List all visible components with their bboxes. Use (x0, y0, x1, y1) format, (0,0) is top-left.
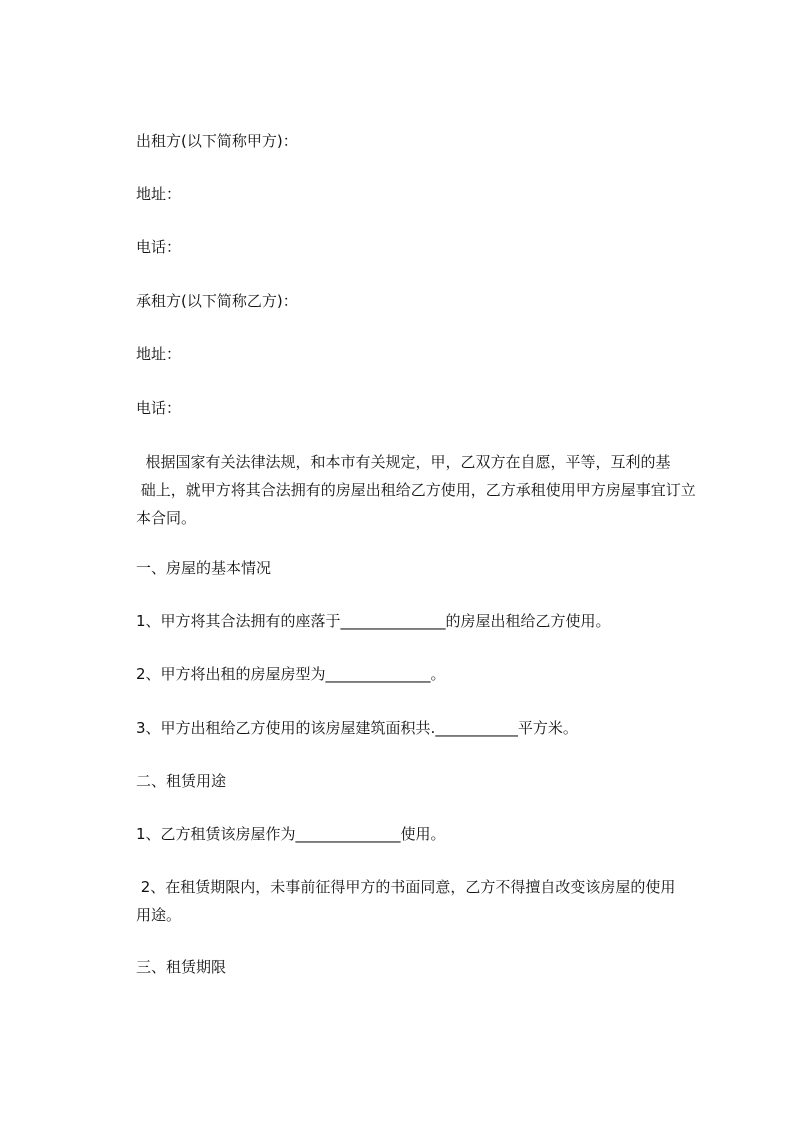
section-2-item-2-line-2: 用途。 (136, 906, 182, 924)
section-1-title: 一、房屋的基本情况 (136, 559, 272, 577)
section-3-title: 三、租赁期限 (136, 958, 227, 976)
lessee-label: 承租方(以下简称乙方)： (136, 292, 298, 310)
lessor-phone-label: 电话： (136, 238, 182, 256)
lessor-address-label: 地址： (136, 185, 182, 203)
section-2-item-1: 1、乙方租赁该房屋作为______________使用。 (136, 825, 446, 843)
section-1-item-2: 2、甲方将出租的房屋房型为______________。 (136, 665, 446, 683)
lessee-address-label: 地址： (136, 345, 182, 363)
preamble-line-1: 根据国家有关法律法规，和本市有关规定，甲，乙双方在自愿，平等，互利的基 (136, 453, 671, 471)
lessor-label: 出租方(以下简称甲方)： (136, 132, 298, 150)
section-1-item-1: 1、甲方将其合法拥有的座落于______________的房屋出租给乙方使用。 (136, 612, 611, 630)
lessee-phone-label: 电话： (136, 399, 182, 417)
section-2-item-2-line-1: 2、在租赁期限内，未事前征得甲方的书面同意，乙方不得擅自改变该房屋的使用 (136, 878, 676, 896)
preamble-line-2: 础上，就甲方将其合法拥有的房屋出租给乙方使用，乙方承租使用甲方房屋事宜订立 (136, 481, 696, 499)
section-1-item-3: 3、甲方出租给乙方使用的该房屋建筑面积共.___________平方米。 (136, 719, 578, 737)
section-2-title: 二、租赁用途 (136, 772, 227, 790)
preamble-line-3: 本合同。 (136, 509, 197, 527)
